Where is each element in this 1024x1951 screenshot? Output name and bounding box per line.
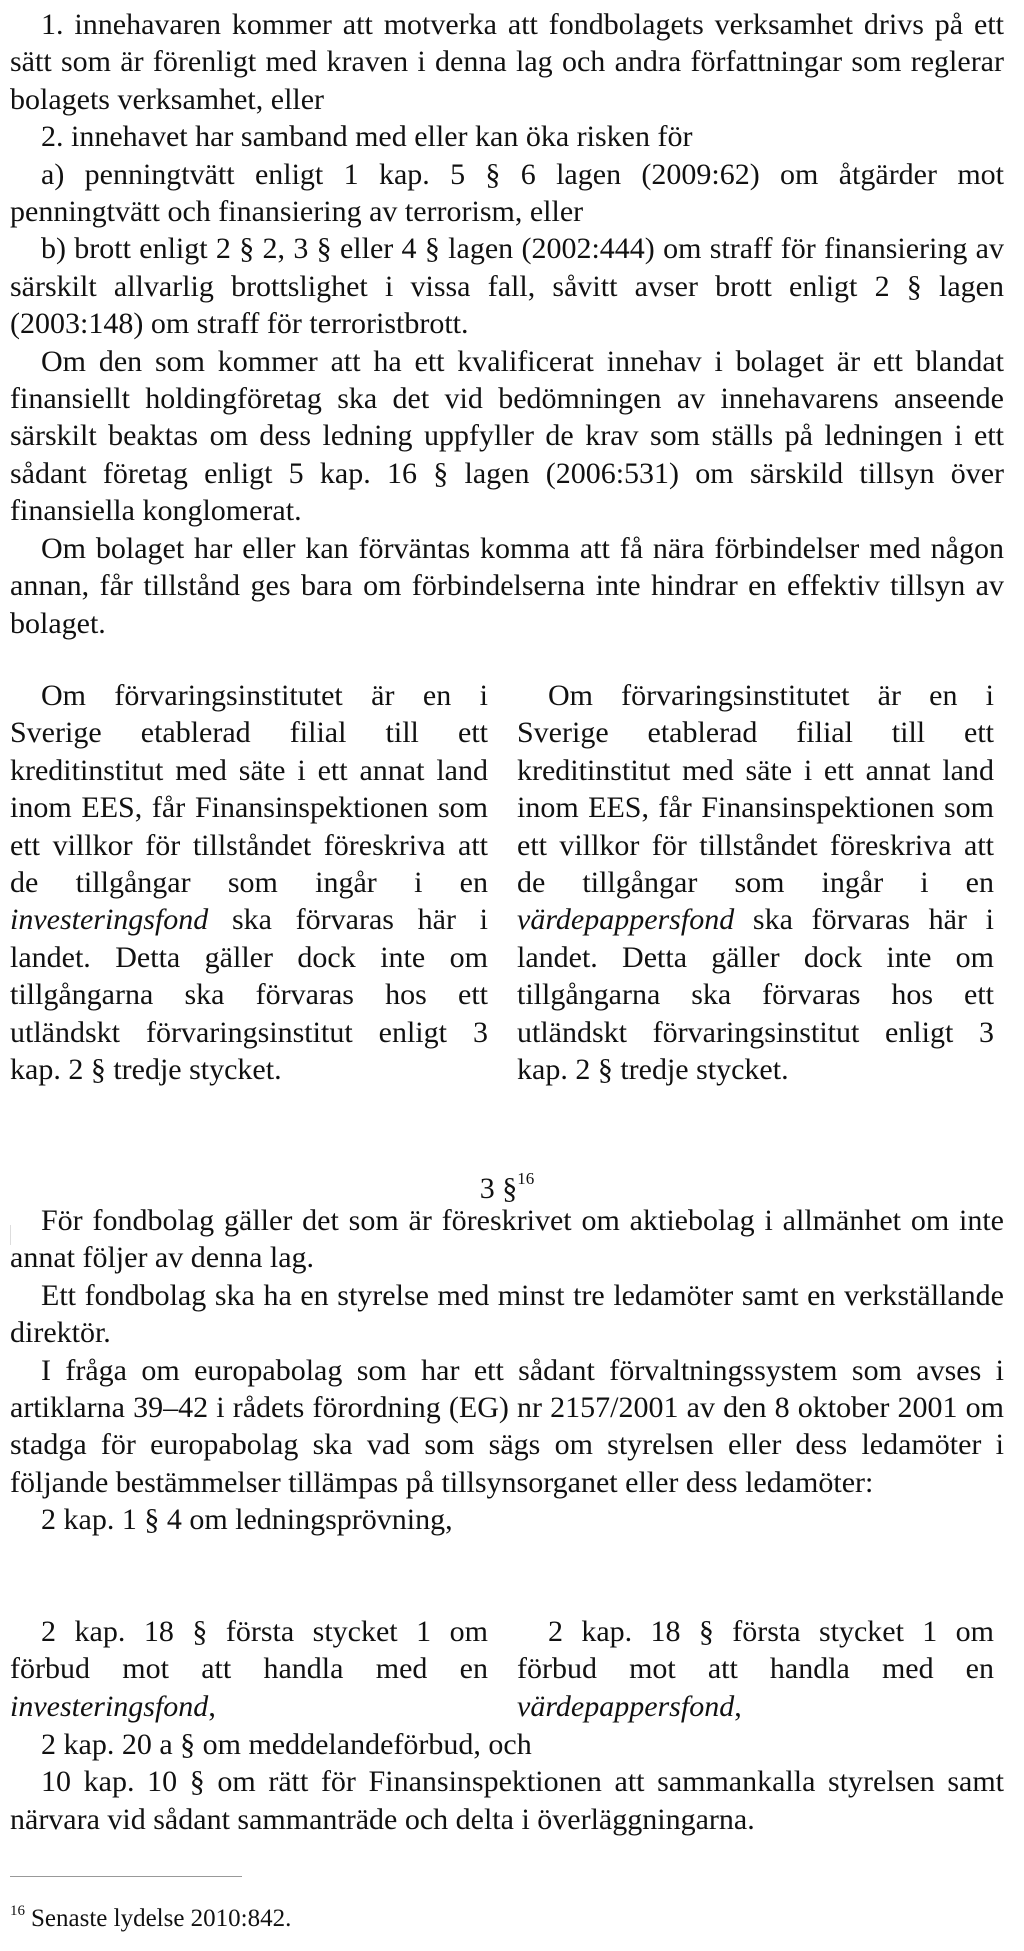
- right-list-text-after: ,: [734, 1689, 742, 1723]
- left-list-italic-term: investeringsfond: [10, 1689, 209, 1723]
- section-3-paragraphs: [10, 1202, 1004, 1539]
- left-list-text-before: 2 kap. 18 § första stycket 1 om förbud mot att handla med en: [10, 1615, 488, 1686]
- left-list-text-after: ,: [208, 1689, 216, 1723]
- footnote-text: Senaste lydelse 2010:842.: [31, 1905, 292, 1932]
- left-list-column: [10, 1613, 488, 1725]
- section-3-paragraph-1: För fondbolag gäller det som är föreskrivet om aktiebolag i allmänhet om inte annat följer av denna lag.: [10, 1204, 1004, 1275]
- intro-paragraphs: [10, 6, 1004, 642]
- list-item-meddelandeforbud: 2 kap. 20 a § om meddelandeförbud, och: [41, 1728, 532, 1761]
- right-column-paragraph: [517, 677, 994, 1088]
- right-column-italic-term: värdepappersfond: [517, 903, 735, 937]
- right-column-proposed-text: [517, 677, 994, 1088]
- left-column-text-after: ska förvaras här i landet. Detta gäller dock inte om tillgångarna ska förvaras hos ett utländskt förvaringsinstitut enligt 3 kap. 2 § tredje stycket.: [10, 903, 488, 1087]
- close-links-paragraph: Om bolaget har eller kan förväntas komma att få nära förbindelser med någon annan, får tillstånd ges bara om förbindelserna inte hindrar en effektiv tillsyn av bolaget.: [10, 531, 1004, 640]
- holding-company-paragraph: Om den som kommer att ha ett kvalificerat innehav i bolaget är ett blandat finansiellt holdingföretag ska det vid bedömningen av innehavarens anseende särskilt beaktas om dess ledning uppfyller de krav som ställs på ledningen i ett sådant företag enligt 5 kap. 16 § lagen (2006:531) om särskild tillsyn över finansiella konglomerat.: [10, 344, 1004, 528]
- left-column-paragraph: [10, 677, 488, 1088]
- right-list-italic-term: värdepappersfond: [517, 1689, 735, 1723]
- right-column-text-before: Om förvaringsinstitutet är en i Sverige etablerad filial till ett kreditinstitut med säte i ett annat land inom EES, får Finansinspektionen som ett villkor för tillståndet föreskriva att de tillgångar som ingår i en: [517, 679, 994, 900]
- right-list-paragraph: [517, 1613, 994, 1725]
- footnote: [10, 1896, 291, 1934]
- section-3-paragraph-2: Ett fondbolag ska ha en styrelse med minst tre ledamöter samt en verkställande direktör.: [10, 1278, 1004, 1350]
- item-1-paragraph: 1. innehavaren kommer att motverka att fondbolagets verksamhet drivs på ett sätt som är förenligt med kraven i denna lag och andra författningar som reglerar bolagets verksamhet, eller: [10, 8, 1004, 116]
- left-list-paragraph: [10, 1613, 488, 1725]
- item-2b-paragraph: b) brott enligt 2 § 2, 3 § eller 4 § lagen (2002:444) om straff för finansiering av särskilt allvarlig brottslighet i vissa fall, såvitt avser brott enligt 2 § lagen (2003:148) om straff för terroristbrott.: [10, 232, 1004, 341]
- section-3-closing-items: [10, 1726, 1004, 1838]
- section-number: 3 §: [479, 1172, 518, 1205]
- left-column-text-before: Om förvaringsinstitutet är en i Sverige etablerad filial till ett kreditinstitut med säte i ett annat land inom EES, får Finansinspektionen som ett villkor för tillståndet föreskriva att de tillgångar som ingår i en: [10, 679, 488, 900]
- section-heading: [10, 1160, 1004, 1207]
- section-3-list-item-1: 2 kap. 1 § 4 om ledningsprövning,: [41, 1503, 453, 1537]
- footnote-divider: [10, 1876, 242, 1877]
- right-column-text-after: ska förvaras här i landet. Detta gäller dock inte om tillgångarna ska förvaras hos ett utländskt förvaringsinstitut enligt 3 kap. 2 § tredje stycket.: [517, 903, 994, 1087]
- section-footnote-ref: 16: [517, 1169, 535, 1188]
- section-3-paragraph-3: I fråga om europabolag som har ett sådant förvaltningssystem som avses i artiklarna 39–42 i rådets förordning (EG) nr 2157/2001 av den 8 oktober 2001 om stadga för europabolag ska vad som sägs om styrelsen eller dess ledamöter i följande bestämmelser tillämpas på tillsynsorganet eller dess ledamöter:: [10, 1353, 1004, 1499]
- item-2-paragraph: 2. innehavet har samband med eller kan öka risken för: [41, 120, 693, 154]
- right-list-text-before: 2 kap. 18 § första stycket 1 om förbud mot att handla med en: [517, 1615, 994, 1686]
- item-2a-paragraph: a) penningtvätt enligt 1 kap. 5 § 6 lagen (2009:62) om åtgärder mot penningtvätt och finansiering av terrorism, eller: [10, 157, 1004, 229]
- list-item-sammankalla: 10 kap. 10 § om rätt för Finansinspektionen att sammankalla styrelsen samt närvara vid sådant sammanträde och delta i överläggningarna.: [10, 1765, 1004, 1836]
- right-list-column: [517, 1613, 994, 1725]
- left-column-italic-term: investeringsfond: [10, 903, 209, 937]
- footnote-number: 16: [10, 1903, 25, 1919]
- left-column-current-text: [10, 677, 488, 1088]
